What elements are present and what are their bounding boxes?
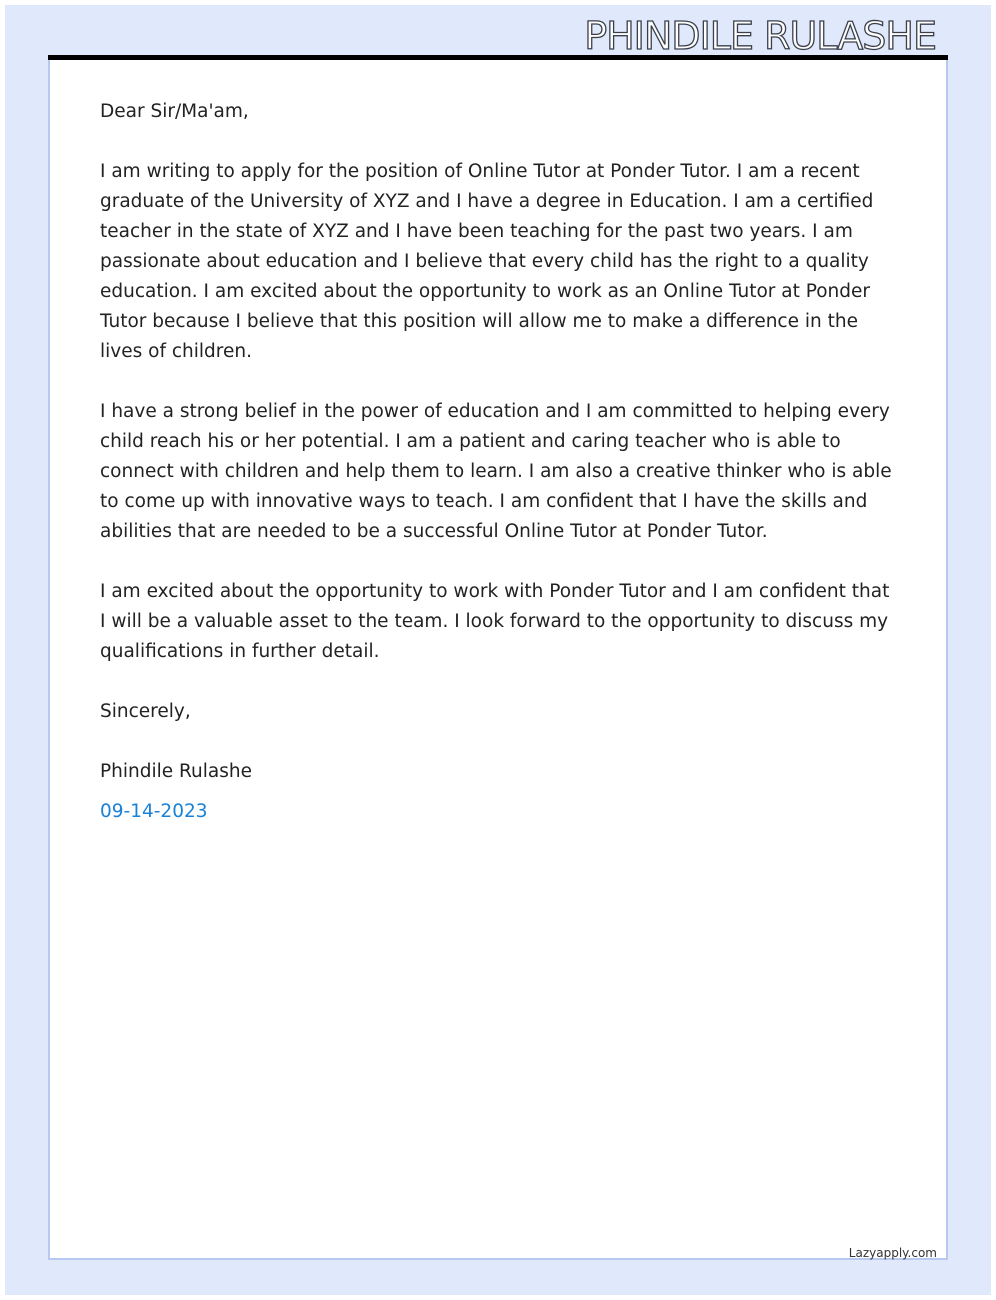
paragraph-1: I am writing to apply for the position of Online Tutor at Ponder Tutor. I am a recent graduate of the University of XYZ and I have a degree in Education. I am a certified teacher in the state of XYZ and I have been teaching for the past two years. I am passionate about education and I believe that every child has the right to a quality education. I am excited about the opportunity to work as an Online Tutor at Ponder Tutor because I believe that this position will allow me to make a difference in the lives of children. — [100, 161, 874, 362]
letter-date: 09-14-2023 — [100, 801, 208, 822]
closing: Sincerely, — [100, 701, 191, 722]
footer-brand: Lazyapply.com — [848, 1246, 937, 1260]
salutation: Dear Sir/Ma'am, — [100, 101, 249, 122]
signature-name: Phindile Rulashe — [100, 761, 253, 782]
paragraph-3: I am excited about the opportunity to work with Ponder Tutor and I am confident that I will be a valuable asset to the team. I look forward to the opportunity to discuss my qualifications in further detail. — [100, 581, 890, 662]
cover-letter-body — [100, 97, 900, 827]
paragraph-2: I have a strong belief in the power of education and I am committed to helping every child reach his or her potential. I am a patient and caring teacher who is able to connect with children and help them to learn. I am also a creative thinker who is able to come up with innovative ways to teach. I am confident that I have the skills and abilities that are needed to be a successful Online Tutor at Ponder Tutor. — [100, 401, 892, 542]
applicant-name-heading: PHINDILE RULASHE — [584, 14, 936, 58]
